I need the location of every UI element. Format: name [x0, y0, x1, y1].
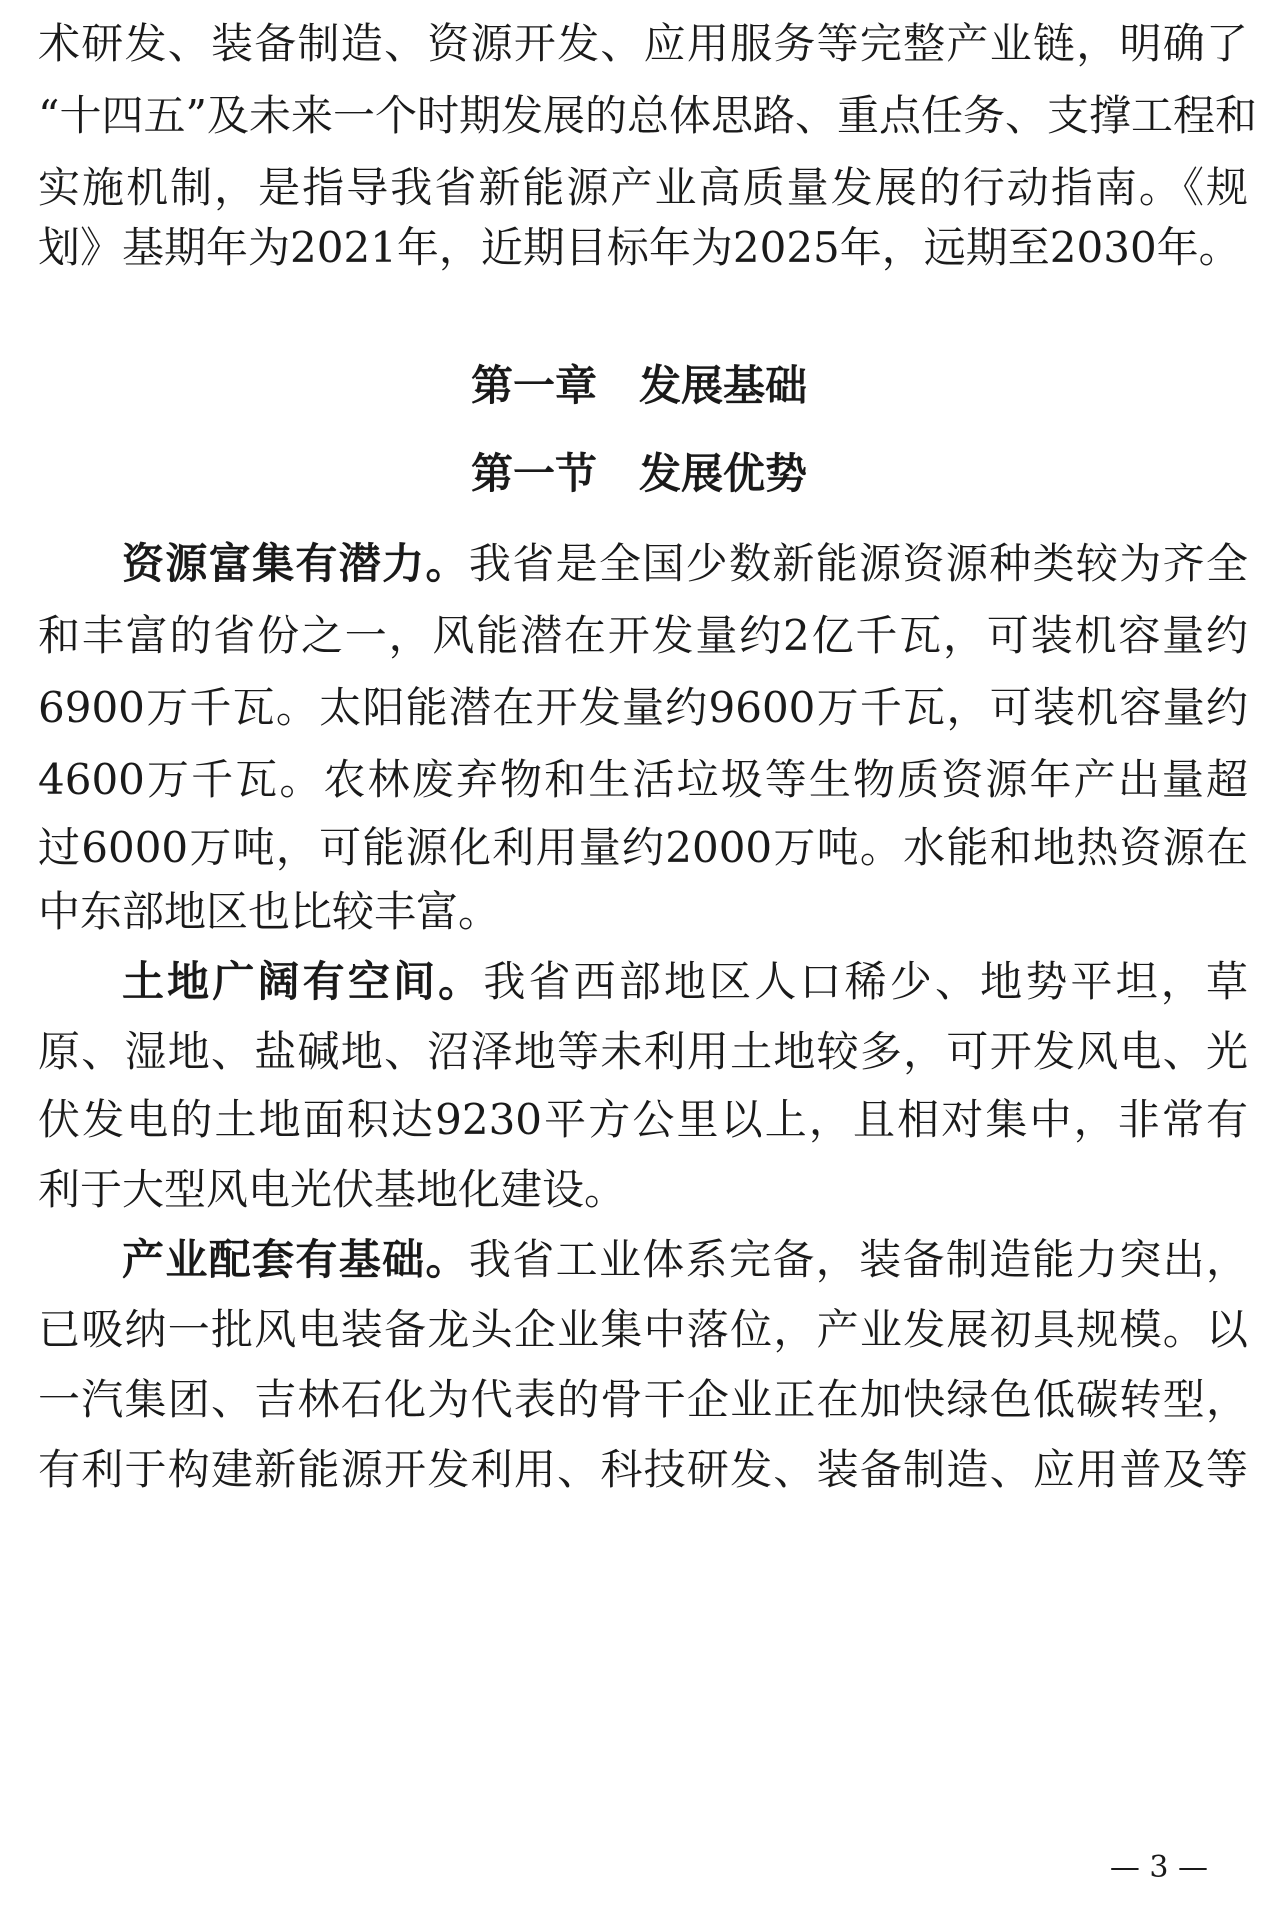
paragraph-line: 4600万千瓦。农林废弃物和生活垃圾等生物质资源年产出量超	[38, 755, 1248, 804]
paragraph-line: 利于大型风电光伏基地化建设。	[38, 1165, 627, 1214]
page-number: — 3 —	[1109, 1850, 1208, 1885]
paragraph-text: 我省是全国少数新能源资源种类较为齐全	[468, 539, 1248, 588]
chapter-title: 第一章 发展基础	[470, 361, 807, 410]
paragraph-line: 已吸纳一批风电装备龙头企业集中落位，产业发展初具规模。以	[38, 1305, 1248, 1354]
paragraph-line: 过6000万吨，可能源化利用量约2000万吨。水能和地热资源在	[38, 823, 1248, 872]
intro-line: 术研发、装备制造、资源开发、应用服务等完整产业链，明确了	[38, 19, 1248, 68]
paragraph-lead: 土地广阔有空间。	[122, 957, 484, 1006]
paragraph-text: 我省工业体系完备，装备制造能力突出，	[468, 1235, 1248, 1284]
paragraph-line: 一汽集团、吉林石化为代表的骨干企业正在加快绿色低碳转型，	[38, 1375, 1248, 1424]
paragraph-line	[122, 946, 1248, 1018]
paragraph-text: 我省西部地区人口稀少、地势平坦，草	[483, 957, 1248, 1006]
paragraph-line	[122, 528, 1248, 600]
paragraph-line: 和丰富的省份之一，风能潜在开发量约2亿千瓦，可装机容量约	[38, 611, 1248, 660]
paragraph-line: 有利于构建新能源开发利用、科技研发、装备制造、应用普及等	[38, 1445, 1248, 1494]
paragraph-lead: 资源富集有潜力。	[122, 539, 469, 588]
paragraph-lead: 产业配套有基础。	[122, 1235, 469, 1284]
paragraph-line: 伏发电的土地面积达9230平方公里以上，且相对集中，非常有	[38, 1095, 1248, 1144]
section-title: 第一节 发展优势	[470, 449, 807, 498]
paragraph-line: 原、湿地、盐碱地、沼泽地等未利用土地较多，可开发风电、光	[38, 1027, 1248, 1076]
intro-line: 划》基期年为2021年，近期目标年为2025年，远期至2030年。	[38, 223, 1241, 272]
paragraph-line	[122, 1224, 1248, 1296]
intro-line: “十四五”及未来一个时期发展的总体思路、重点任务、支撑工程和	[38, 91, 1257, 140]
paragraph-line: 中东部地区也比较丰富。	[38, 887, 501, 936]
intro-line: 实施机制，是指导我省新能源产业高质量发展的行动指南。《规	[38, 163, 1248, 212]
paragraph-line: 6900万千瓦。太阳能潜在开发量约9600万千瓦，可装机容量约	[38, 683, 1248, 732]
